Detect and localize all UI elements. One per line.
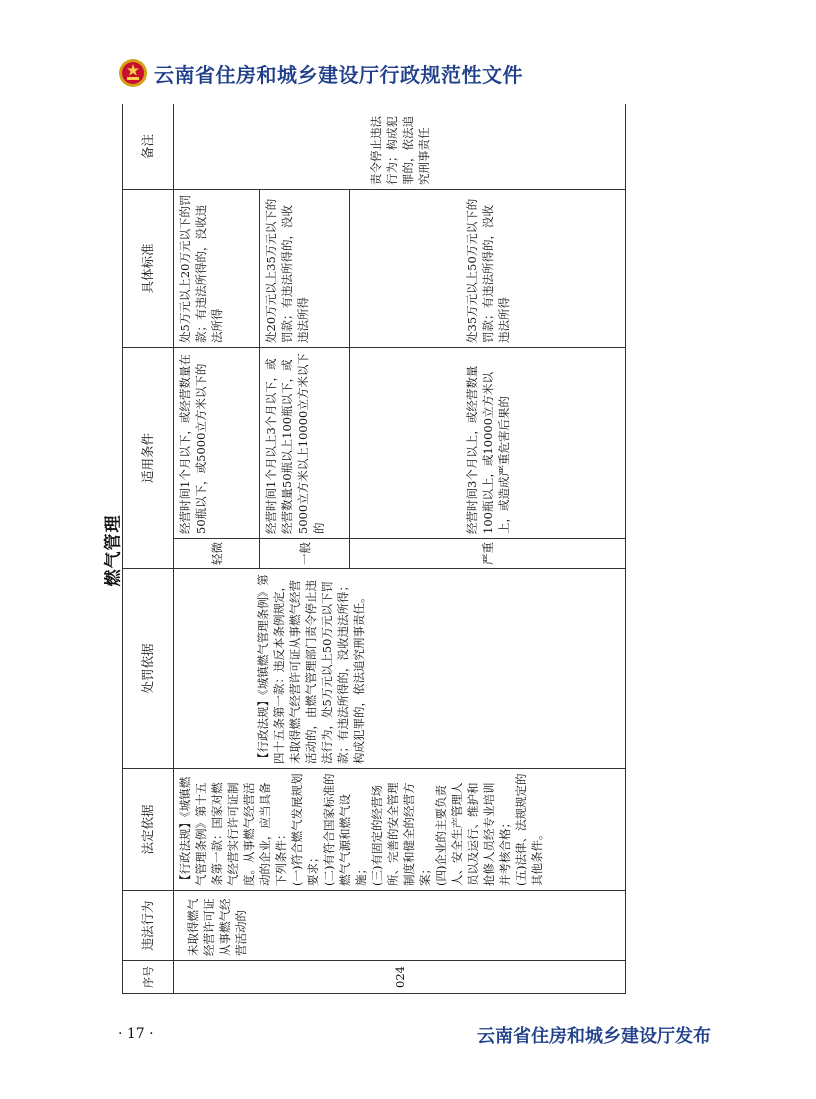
violation-text: 未取得燃气经营许可证从事燃气经营活动的	[186, 898, 248, 956]
level-name: 严重	[480, 542, 495, 565]
penalty-basis-cell	[174, 569, 626, 769]
header-violation: 违法行为	[123, 891, 174, 961]
remarks-cell: 责令停止违法行为；构成犯罪的，依法追究刑事责任	[174, 104, 626, 189]
level-name: 轻微	[209, 542, 224, 565]
header-conditions: 适用条件	[123, 347, 174, 568]
penalty-basis-text: 【行政法规】《城镇燃气管理条例》第四十五条第一款：违反本条例规定，未取得燃气经营许可证从事燃气经营活动的，由燃气管理部门责令停止违法行为，处5万元以上50万元以下罚款；有违法所得的，没收违法所得；构成犯罪的，依法追究刑事责任。	[256, 574, 366, 764]
violation-cell	[174, 891, 626, 961]
section-title-wrap	[96, 500, 126, 600]
level-cell-minor	[174, 539, 260, 569]
legal-basis-cell	[174, 769, 626, 891]
penalty-standard-table	[122, 104, 626, 994]
rotated-table-region	[122, 104, 626, 994]
legal-basis-line: (二)有符合国家标准的燃气气源和燃气设施；	[322, 773, 368, 886]
legal-basis-line: 【行政法规】《城镇燃气管理条例》第十五条第一款：国家对燃气经营实行许可证制度。从事燃气经营活动的企业，应当具备下列条件：	[178, 776, 288, 886]
header-penalty-basis: 处罚依据	[123, 569, 174, 769]
level-cell-serious	[350, 539, 626, 569]
level-name: 一般	[297, 542, 312, 565]
document-header	[118, 56, 523, 90]
national-emblem-icon	[118, 58, 148, 88]
header-legal-basis: 法定依据	[123, 769, 174, 891]
header-title: 云南省住房和城乡建设厅行政规范性文件	[154, 62, 523, 87]
level-cell-general	[260, 539, 350, 569]
table-row	[174, 104, 260, 994]
legal-basis-line: (一)符合燃气发展规划要求；	[290, 773, 320, 886]
seq-cell: 024	[174, 961, 626, 994]
table-header-row	[123, 104, 174, 994]
page-number: · 17 ·	[118, 1026, 154, 1042]
legal-basis-line: (五)法律、法规规定的其他条件。	[514, 773, 544, 886]
legal-basis-line: (四)企业的主要负责人、安全生产管理人员以及运行、维护和抢修人员经专业培训并考核合格；	[434, 782, 512, 886]
standard-cell: 处5万元以上20万元以下的罚款；有违法所得的，没收违法所得	[174, 189, 260, 347]
header-seq: 序号	[123, 961, 174, 994]
standard-cell: 处35万元以上50万元以下的罚款；有违法所得的，没收违法所得	[350, 189, 626, 347]
standard-cell: 处20万元以上35万元以下的罚款；有违法所得的，没收违法所得	[260, 189, 350, 347]
header-remarks: 备注	[123, 104, 174, 189]
condition-cell: 经营时间1个月以下，或经营数量在50瓶以下，或5000立方米以下的	[174, 347, 260, 538]
header-standard: 具体标准	[123, 189, 174, 347]
legal-basis-line: (三)有固定的经营场所、完善的安全管理制度和健全的经营方案；	[370, 782, 432, 886]
publisher: 云南省住房和城乡建设厅发布	[477, 1026, 711, 1047]
condition-cell: 经营时间3个月以上，或经营数量100瓶以上，或10000立方米以上，或造成严重危害后果的	[350, 347, 626, 538]
section-title: 燃气管理	[103, 514, 124, 587]
condition-cell: 经营时间1个月以上3个月以下，或经营数量50瓶以上100瓶以下，或5000立方米以上10000立方米以下的	[260, 347, 350, 538]
